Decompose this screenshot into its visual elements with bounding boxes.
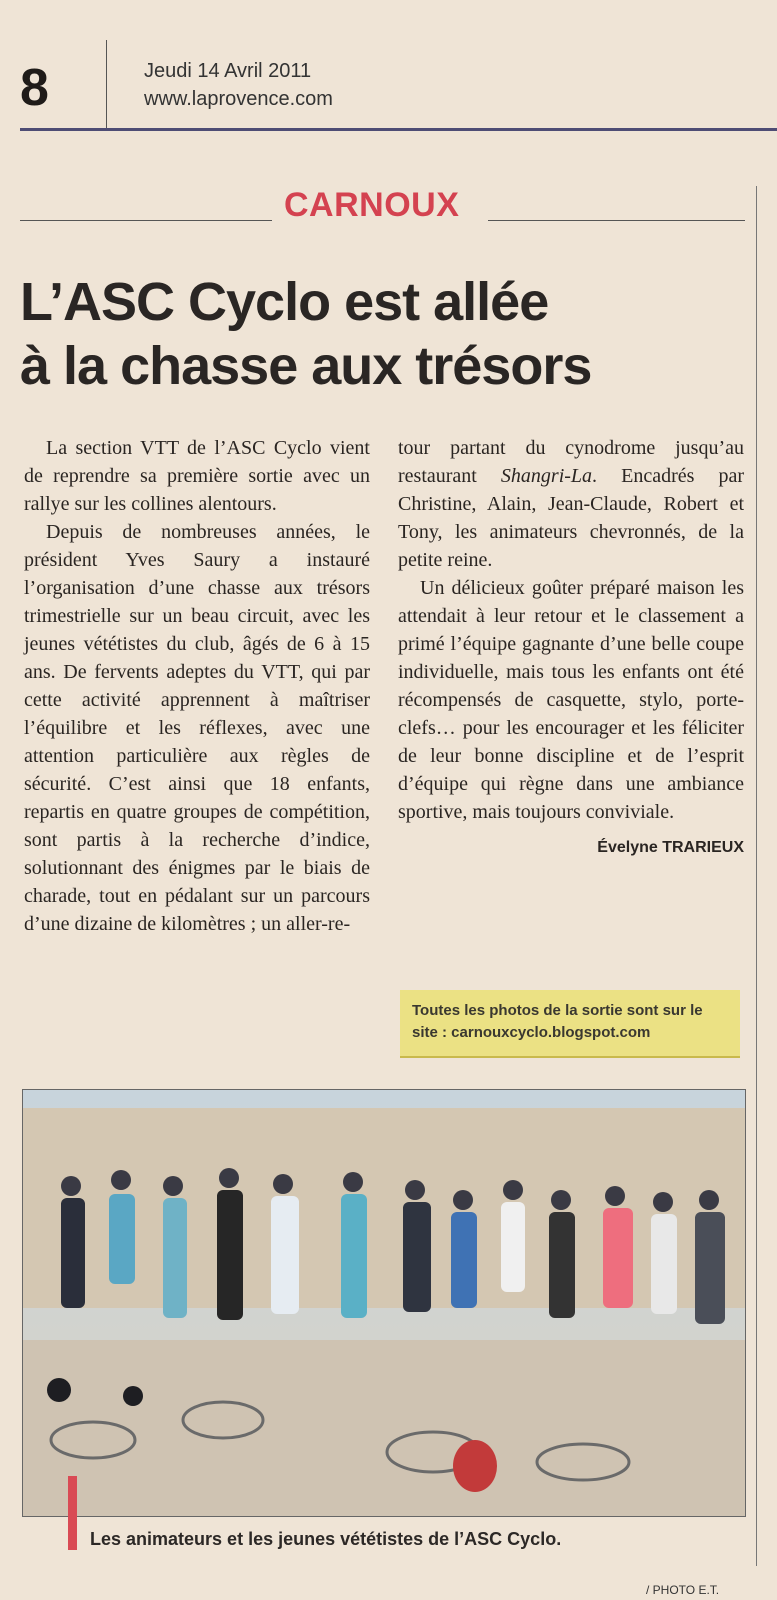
issue-date: Jeudi 14 Avril 2011 bbox=[144, 60, 312, 82]
section-rule-left bbox=[20, 220, 272, 221]
author-byline: Évelyne TRARIEUX bbox=[597, 839, 744, 856]
photo-credit: / PHOTO E.T. bbox=[646, 1583, 720, 1597]
paragraph-2-cont-end: . Encadrés par Christine, Alain, Jean-Claude, Robert et Tony, les animateurs chevronnés, de la petite reine. bbox=[398, 465, 744, 571]
info-box bbox=[400, 990, 740, 1058]
group-photo-illustration bbox=[23, 1090, 745, 1516]
paragraph-2-cont-start: tour partant du cynodrome jusqu’au restaurant bbox=[398, 437, 744, 487]
article-paragraph-2: Depuis de nombreuses années, le président Yves Saury a instauré l’organisation d’une chasse aux trésors trimestrielle sur un beau circuit, avec les jeunes vététistes du club, âgés de 6 à 15 ans. De fervents adeptes du VTT, qui par cette activité apprennent à maîtriser l’équilibre et les réflexes, avec une attention particulière aux règles de sécurité. C’est ainsi que 18 enfants, repartis en quatre groupes de compétition, sont partis à la recherche d’indice, solutionnant des énigmes par le biais de charade, tout en pédalant sur un parcours d’une dizaine de kilomètres ; un aller-re- bbox=[24, 521, 370, 935]
article-column-right bbox=[398, 434, 744, 862]
article-paragraph-2-continued bbox=[398, 434, 744, 574]
info-box-line-1: Toutes les photos de la sortie sont sur le bbox=[412, 1002, 703, 1019]
header-separator bbox=[106, 40, 107, 128]
photo-caption: Les animateurs et les jeunes vététistes de l’ASC Cyclo. bbox=[90, 1529, 562, 1549]
column-border bbox=[756, 186, 757, 1566]
headline bbox=[20, 270, 750, 398]
article-column-left bbox=[24, 434, 370, 938]
restaurant-name: Shangri-La bbox=[500, 465, 593, 487]
page-number: 8 bbox=[20, 59, 49, 117]
headline-line-1: L’ASC Cyclo est allée bbox=[20, 272, 549, 332]
headline-line-2: à la chasse aux trésors bbox=[20, 336, 592, 396]
group-photo bbox=[22, 1089, 746, 1517]
section-rule-right bbox=[488, 220, 745, 221]
article-paragraph-3: Un délicieux goûter préparé maison les attendait à leur retour et le classement a primé l’équipe gagnante d’une belle coupe individuelle, mais tous les enfants ont été récompensés de casquette, stylo, porte-clefs… pour les encourager et les féliciter de leur bonne discipline et de l’esprit d’équipe qui règne dans une ambiance sportive, mais toujours conviviale. bbox=[398, 577, 744, 823]
article-paragraph-1: La section VTT de l’ASC Cyclo vient de reprendre sa première sortie avec un rallye sur les collines alentours. bbox=[24, 437, 370, 515]
website-url: www.laprovence.com bbox=[144, 88, 333, 110]
header-rule bbox=[20, 128, 777, 131]
section-title: CARNOUX bbox=[284, 186, 460, 224]
caption-accent-bar bbox=[68, 1476, 77, 1550]
info-box-line-2: site : carnouxcyclo.blogspot.com bbox=[412, 1024, 651, 1041]
